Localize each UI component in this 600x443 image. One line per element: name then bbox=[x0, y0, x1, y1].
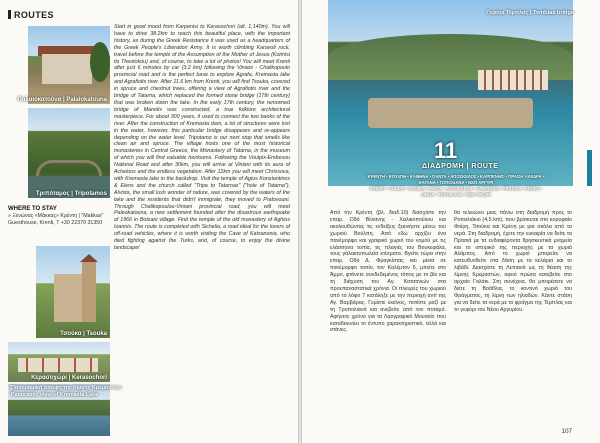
right-page bbox=[302, 0, 600, 443]
where-to-stay-text: » Ξενώνας «Μάκκας» Κρέντη | "Makkas" Guesthouse, Krenti, T +30 22370 31350 bbox=[8, 213, 104, 226]
photo-kremasta-lake bbox=[8, 384, 122, 436]
section-bar-icon bbox=[8, 10, 11, 19]
page-number: 107 bbox=[561, 428, 572, 435]
left-page bbox=[0, 0, 298, 443]
photo-caption: Πανοραμική άποψη της Λίμνης Κρεμαστών Panoramic view of Kremasta Lake bbox=[11, 385, 122, 398]
photo-tsouka bbox=[36, 246, 110, 338]
route-description: Start in good mood from Karpenisi to Kerasochori (alt. 1,140m). You will have to drive 38.2km to reach this beautiful place, with the important history, as during the Greek Resistance it was used as a headquarters of the Greek People's Liberation Army. It is worth climbing Karavoli rock, travel before the temple of the Assumption of the Mother of Jesus (Koimisi tis Theotokou) and, of course, to take a lot of photos! You will meet Krenti after just 6 minutes by car (3.2 km) following the Viniani - Chalikopoulo provincial road and is the perfect base to explore Agrafa, Kremasta lake and Agrafiotis river. After 11.6 km from Krenti, you will find Tsouka, covered in spruce and chestnut trees, offering a view of Agrafiotis river and the bridge of Tatarna, which replaced the formed stone bridge (17th century) that was broken down the lake. In the early 17th century, the renowned bridge of Manolis was constructed, a true folklore architectural masterpiece. For about 300 years, it used to connect the two banks of the river. After the construction of Kremasta dam, a lot of structures were lost in the water, however, this particular bridge disappears and re-appears depending on the water level. Tripotamo is our next stop that smells like clean air and spruce. The village hosts one of the most historical monasteries in Central Greece, the Monastery of Tatarna, in the museum of which you will find valuable heirlooms. Following the Voulpix-Embesou National Road and after 30km, you will arrive at Viniani with its aura of Acheloos and the endless vegetation. After 12km you will meet Chrissova, with Kremasta lake in the backdrop. Visit the temple of Agios Konstantinos & Elens and the church called "Tripa to Tatarnas" ("hole of Tatarna"). Alvista, the small lush wonder of nature, was covered by the waters of the lake and the residents that didn't immigrate, they moved to Pratovouni. Through Chalikopoulou-Viniani provincial road, you will meet Paleokatouna, a new settlement founded after the disastrous earthquake of 1966 in Botsani village. Find the temple of the old monastery of Aghios Ioannis. The route is completed with Sichelia, a road ideal for the lovers of off-road vehicles, where it is worth visiting the Cave of Katsanonia, who died fighting against the Turks, and, of course, to enjoy the divine landscape! bbox=[114, 24, 290, 251]
route-title: ΔΙΑΔΡΟΜΗ | ROUTE bbox=[422, 163, 499, 170]
section-title: ROUTES bbox=[8, 10, 54, 20]
where-to-stay bbox=[8, 206, 112, 226]
photo-palaiokatouna bbox=[17, 26, 110, 104]
route-places: ΚΡΕΝΤΗ • ΒΟΥΛΠΗ • ΚΑΜΗΝΑ • ΠΑΝΤΑ • ΑΠΟΣΚΕΛΟΣ • ΚΑΡΠΕΝΗΣΙ • ΠΡΑΣΙΑ • ΚΕΔΡΑ • ΚΑΤΑΝΑ • ΤΟΠΟΛΙΑΝΑ • ΝΕΟ ΑΡΓΥΡΙ KRENTI • VOULPI • KAMINA • PANTA • APOSKELOS • KARPENISI • PRASSIA • KEDRA • LIMNA • TOPOLIANA • NEO ARGIRI bbox=[367, 174, 545, 197]
photo-caption: Τσούκα | Tsouka bbox=[60, 331, 107, 337]
photo-caption-header: Γεφύρι Τέμπλας | Temblas bridge bbox=[486, 10, 574, 16]
photo-kerasochori bbox=[8, 342, 110, 382]
page-edge-marker bbox=[587, 150, 592, 186]
route-badge bbox=[366, 140, 546, 198]
route-number: 11 bbox=[434, 138, 458, 163]
route-text-column-2: θα τελειώνει μιας πάνω στη διαδρομή προς το Ροπαλιάκιο (4,5 km), που βρίσκεται στο κορυφαίο Φοίρη, Τσούκα και Κρένη με μια σκάλα από τα νερά. Στη διαδρομή, έχετε την ευκαιρία να δείτε τα Πρασιά με τα ενδιαφέροντα θρησκευτικά μνημεία και το ιστορικό της περιοχής με τα χωριά Αλάμπος. Από το χωριό μπορείτε να κατευθυνθείτε στα δάση με τα κελάρια και το λιβάδι. Διασχίστε τη Λεπιανά ως τη θέαση της λίμνης Κρεμαστών, αφού πρώτα κατεβείτε στο αρχαίο Γαλάκι. Στη συνέχεια, θα μπορέσετε να δείτε τη Βοάθλια, το κοντινό χωριό του Φράγματος, τη λίμνη των ηλιαδών. Κάντε στάση για να δείτε τα νερά με το φράγμα της Τέμπλας και το γεφύρι του Νέου Αργυρίου. bbox=[454, 210, 572, 313]
photo-caption: Παλαιοκατούνα | Palaiokatouna bbox=[17, 97, 107, 103]
photo-caption: Κερασοχώρι | Kerasochori bbox=[31, 375, 107, 381]
photo-tripotamos bbox=[28, 108, 110, 198]
route-text-column-1: Από την Κρέντη (βλ. διαδ.10) διασχίστε την επαρ. Οδό Βίνιανης - Χαλικοπούλου και ακολουθώντας τις ενδείξεις ξεκινήστε μέσω του χωριού Βούλπη. Από εδώ αρχίζει ένα πανέμορφο και γραφικό χωριό του νομού με τις ελάσσονα τοπία, τις πλαγιές του Βουκεφάλα, τους γάλακτοπωλεία κτίσματα. Βγείτε τώρα στην επαρ. Οδό Δ. Φραγκίστας και μέσα σε πανέμορφο τοπίο, τον Καλέμτον 6, μπείτε στο Άμμο, φτάνετε συνδεδεμένος τόπος με το βίο και τη διάχυση του Αγ. Κατσανιών στα προεπαναστατικά χρόνια. Οι πλευρές του χωριού από το λόφο 7 κατάληξε με την περιοχή αντί της Αγ. Βαρβάρας. Γεμίστε εκείνος, ποτίστε μαζί με τη Τροπολιανά και ανεβείτε από τον ποταμό. Αφήνετε χρόνο για τα Λαογραφικό Μουσείο που καταδεικνύει το έντυπο χαρακτηριστικό, αλλά και στάνες. bbox=[330, 210, 446, 334]
where-to-stay-heading: WHERE TO STAY bbox=[8, 206, 57, 212]
photo-caption: Τριπόταμος | Tripotamos bbox=[35, 191, 107, 197]
